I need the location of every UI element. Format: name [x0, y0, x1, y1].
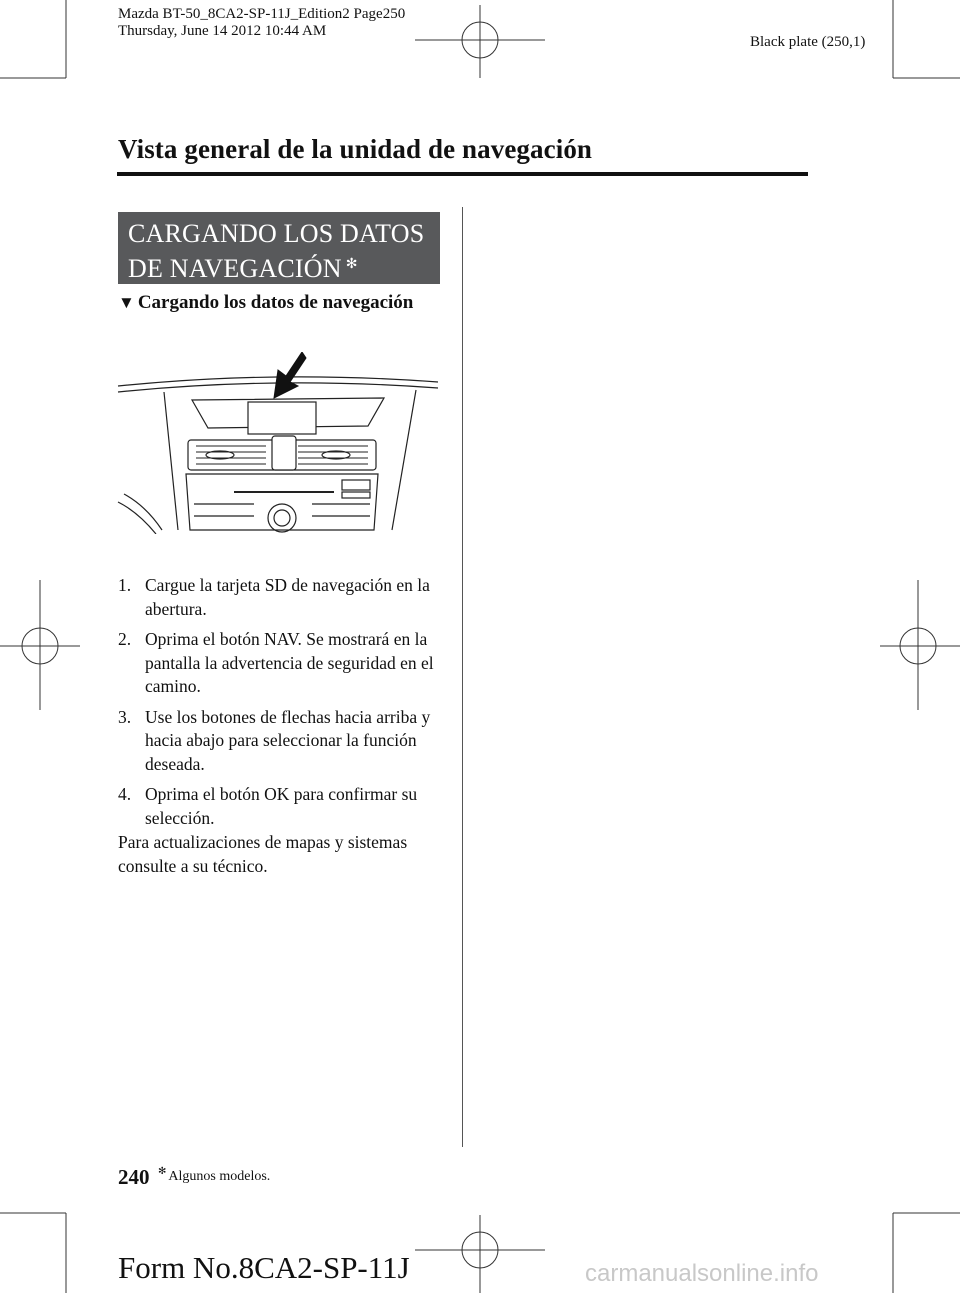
subheading-text: Cargando los datos de navegación [137, 292, 414, 313]
page-number: 240 [118, 1165, 150, 1189]
step-text: Use los botones de flechas hacia arriba y hacia abajo para seleccionar la función deseada. [145, 706, 431, 774]
title-box [118, 212, 440, 284]
title-line1: CARGANDO LOS DATOS [128, 219, 425, 248]
plate-label: Black plate (250,1) [750, 34, 866, 50]
footnote-text: Algunos modelos. [168, 1169, 271, 1184]
print-meta-line2: Thursday, June 14 2012 10:44 AM [118, 23, 327, 39]
column-divider [462, 207, 463, 1147]
title-line2: DE NAVEGACIÓN [128, 254, 342, 283]
print-meta-line1: Mazda BT-50_8CA2-SP-11J_Edition2 Page250 [118, 6, 406, 22]
step-number: 2. [118, 629, 132, 649]
step-text: Oprima el botón NAV. Se mostrará en la pantalla la advertencia de seguridad en el camino. [145, 629, 434, 696]
watermark: carmanualsonline.info [585, 1260, 819, 1287]
step-number: 3. [118, 706, 132, 727]
note-paragraph: Para actualizaciones de mapas y sistemas consulte a su técnico. [118, 832, 408, 876]
asterisk-icon: ✻ [345, 257, 358, 272]
step-text: Oprima el botón OK para confirmar su selección. [145, 784, 418, 828]
heading-rule [117, 172, 808, 176]
triangle-down-icon: ▼ [118, 293, 135, 312]
step-number: 1. [118, 575, 132, 595]
footnote [158, 1166, 270, 1185]
list-item [118, 628, 448, 699]
title-text [128, 218, 424, 284]
steps-list [118, 574, 448, 837]
section-heading: Vista general de la unidad de navegación [118, 134, 593, 164]
dashboard-sd-slot-illustration [116, 352, 441, 534]
step-text: Cargue la tarjeta SD de navegación en la abertura. [145, 575, 430, 619]
form-number: Form No.8CA2-SP-11J [118, 1250, 410, 1285]
subheading [118, 292, 413, 314]
asterisk-icon: ✻ [158, 1166, 167, 1177]
print-meta [118, 6, 405, 40]
list-item [118, 783, 448, 830]
step-number: 4. [118, 784, 132, 804]
list-item [118, 706, 448, 777]
list-item [118, 574, 448, 621]
